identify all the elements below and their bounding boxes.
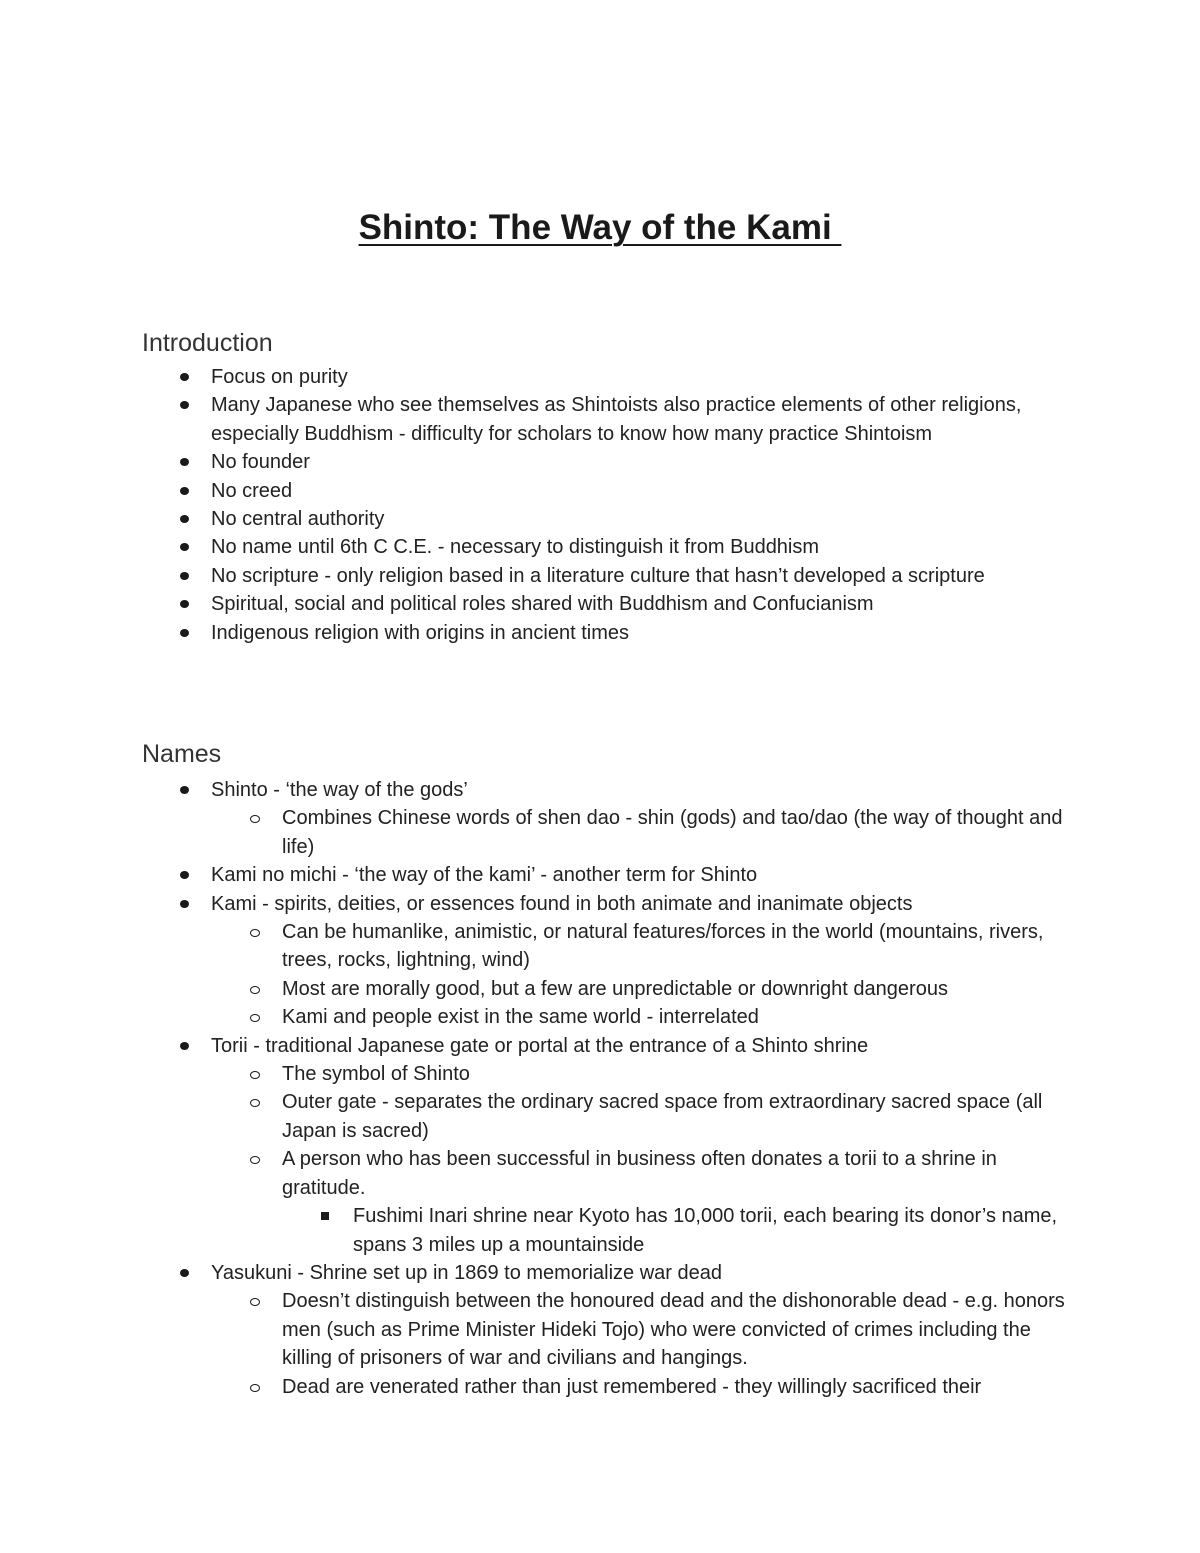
list-item-text: No central authority xyxy=(211,508,385,531)
list-item xyxy=(142,363,1072,391)
bullet-circle-icon xyxy=(250,1156,260,1164)
bullet-circle-icon xyxy=(250,1099,260,1107)
list-item-text: Focus on purity xyxy=(211,366,348,388)
document-title: Shinto: The Way of the Kami xyxy=(358,208,842,248)
list-item-text: No creed xyxy=(211,479,293,502)
list-item-text: Shinto - ‘the way of the gods’ xyxy=(211,779,468,801)
list-item xyxy=(142,391,1072,448)
nested-list xyxy=(211,804,1072,861)
bullet-circle-icon xyxy=(250,1071,260,1079)
list-item-text: A person who has been successful in business often donates a torii to a shrine in gratitude. xyxy=(282,1148,997,1199)
nested-list xyxy=(282,1202,1072,1259)
list-item-text: Yasukuni - Shrine set up in 1869 to memorialize war dead xyxy=(211,1261,723,1284)
list-item xyxy=(211,1088,1072,1145)
bullet-disc-icon xyxy=(180,786,189,794)
list-item xyxy=(142,505,1072,533)
list-item xyxy=(211,1287,1072,1372)
list-item xyxy=(142,776,1072,861)
nested-list xyxy=(211,1287,1072,1401)
list-item xyxy=(211,804,1072,861)
section-heading: Names xyxy=(142,740,222,768)
bullet-circle-icon xyxy=(250,1014,260,1022)
list-item xyxy=(142,448,1072,476)
section-introduction xyxy=(142,328,1072,647)
list-item-text: No founder xyxy=(211,451,310,474)
bullet-circle-icon xyxy=(250,929,260,937)
section-names xyxy=(142,739,1072,1401)
list-item xyxy=(211,918,1072,975)
list-item-text: Most are morally good, but a few are unpredictable or downright dangerous xyxy=(282,977,948,1000)
bullet-disc-icon xyxy=(180,629,189,637)
list-item-text: Can be humanlike, animistic, or natural features/forces in the world (mountains, rivers, trees, rocks, lightning, wind) xyxy=(282,921,1044,972)
bullet-disc-icon xyxy=(180,401,189,409)
list-item-text: Many Japanese who see themselves as Shintoists also practice elements of other religions, especially Buddhism - difficulty for scholars to know how many practice Shintoism xyxy=(211,394,1022,445)
bullet-disc-icon xyxy=(180,600,189,608)
list-item-text: Kami and people exist in the same world - interrelated xyxy=(282,1006,759,1029)
list-item xyxy=(211,1003,1072,1031)
list-item xyxy=(142,590,1072,618)
list-item xyxy=(211,1145,1072,1259)
list-item-text: Dead are venerated rather than just remembered - they willingly sacrificed their xyxy=(282,1375,982,1398)
list-item-text: No name until 6th C C.E. - necessary to distinguish it from Buddhism xyxy=(211,536,820,559)
list-item-text: Doesn’t distinguish between the honoured dead and the dishonorable dead - e.g. honors men (such as Prime Minister Hideki Tojo) who were convicted of crimes including the killing of prisoners of war and civilians and hangings. xyxy=(282,1290,1065,1370)
list-item xyxy=(142,890,1072,1032)
bullet-circle-icon xyxy=(250,815,260,823)
list-item xyxy=(142,562,1072,590)
bullet-disc-icon xyxy=(180,900,189,908)
bullet-circle-icon xyxy=(250,986,260,994)
bullet-list xyxy=(142,776,1072,1401)
list-item xyxy=(142,1259,1072,1401)
bullet-disc-icon xyxy=(180,1042,189,1050)
list-item-text: Spiritual, social and political roles shared with Buddhism and Confucianism xyxy=(211,593,874,616)
list-item xyxy=(142,1032,1072,1259)
list-item xyxy=(142,477,1072,505)
list-item xyxy=(142,533,1072,561)
list-item-text: Fushimi Inari shrine near Kyoto has 10,000 torii, each bearing its donor’s name, spans 3 miles up a mountainside xyxy=(353,1205,1058,1256)
bullet-disc-icon xyxy=(180,458,189,466)
bullet-list xyxy=(142,363,1072,647)
list-item-text: Kami no michi - ‘the way of the kami’ - another term for Shinto xyxy=(211,864,758,887)
bullet-disc-icon xyxy=(180,871,189,879)
bullet-circle-icon xyxy=(250,1384,260,1392)
bullet-disc-icon xyxy=(180,373,189,381)
list-item-text: Indigenous religion with origins in ancient times xyxy=(211,621,630,644)
list-item-text: The symbol of Shinto xyxy=(282,1063,470,1086)
list-item-text: No scripture - only religion based in a literature culture that hasn’t developed a scripture xyxy=(211,564,985,587)
list-item xyxy=(142,861,1072,889)
list-item-text: Kami - spirits, deities, or essences found in both animate and inanimate objects xyxy=(211,892,913,915)
bullet-disc-icon xyxy=(180,487,189,495)
list-item xyxy=(211,975,1072,1003)
list-item-text: Outer gate - separates the ordinary sacred space from extraordinary sacred space (all Japan is sacred) xyxy=(282,1091,1043,1142)
list-item xyxy=(142,619,1072,647)
bullet-square-icon xyxy=(321,1212,329,1220)
list-item-text: Torii - traditional Japanese gate or portal at the entrance of a Shinto shrine xyxy=(211,1034,869,1057)
bullet-disc-icon xyxy=(180,515,189,523)
list-item xyxy=(282,1202,1072,1259)
bullet-disc-icon xyxy=(180,543,189,551)
list-item-text: Combines Chinese words of shen dao - shin (gods) and tao/dao (the way of thought and life) xyxy=(282,807,1063,858)
bullet-disc-icon xyxy=(180,572,189,580)
list-item xyxy=(211,1373,1072,1401)
nested-list xyxy=(211,1060,1072,1259)
nested-list xyxy=(211,918,1072,1032)
list-item xyxy=(211,1060,1072,1088)
bullet-disc-icon xyxy=(180,1269,189,1277)
bullet-circle-icon xyxy=(250,1298,260,1306)
section-heading: Introduction xyxy=(142,329,273,357)
